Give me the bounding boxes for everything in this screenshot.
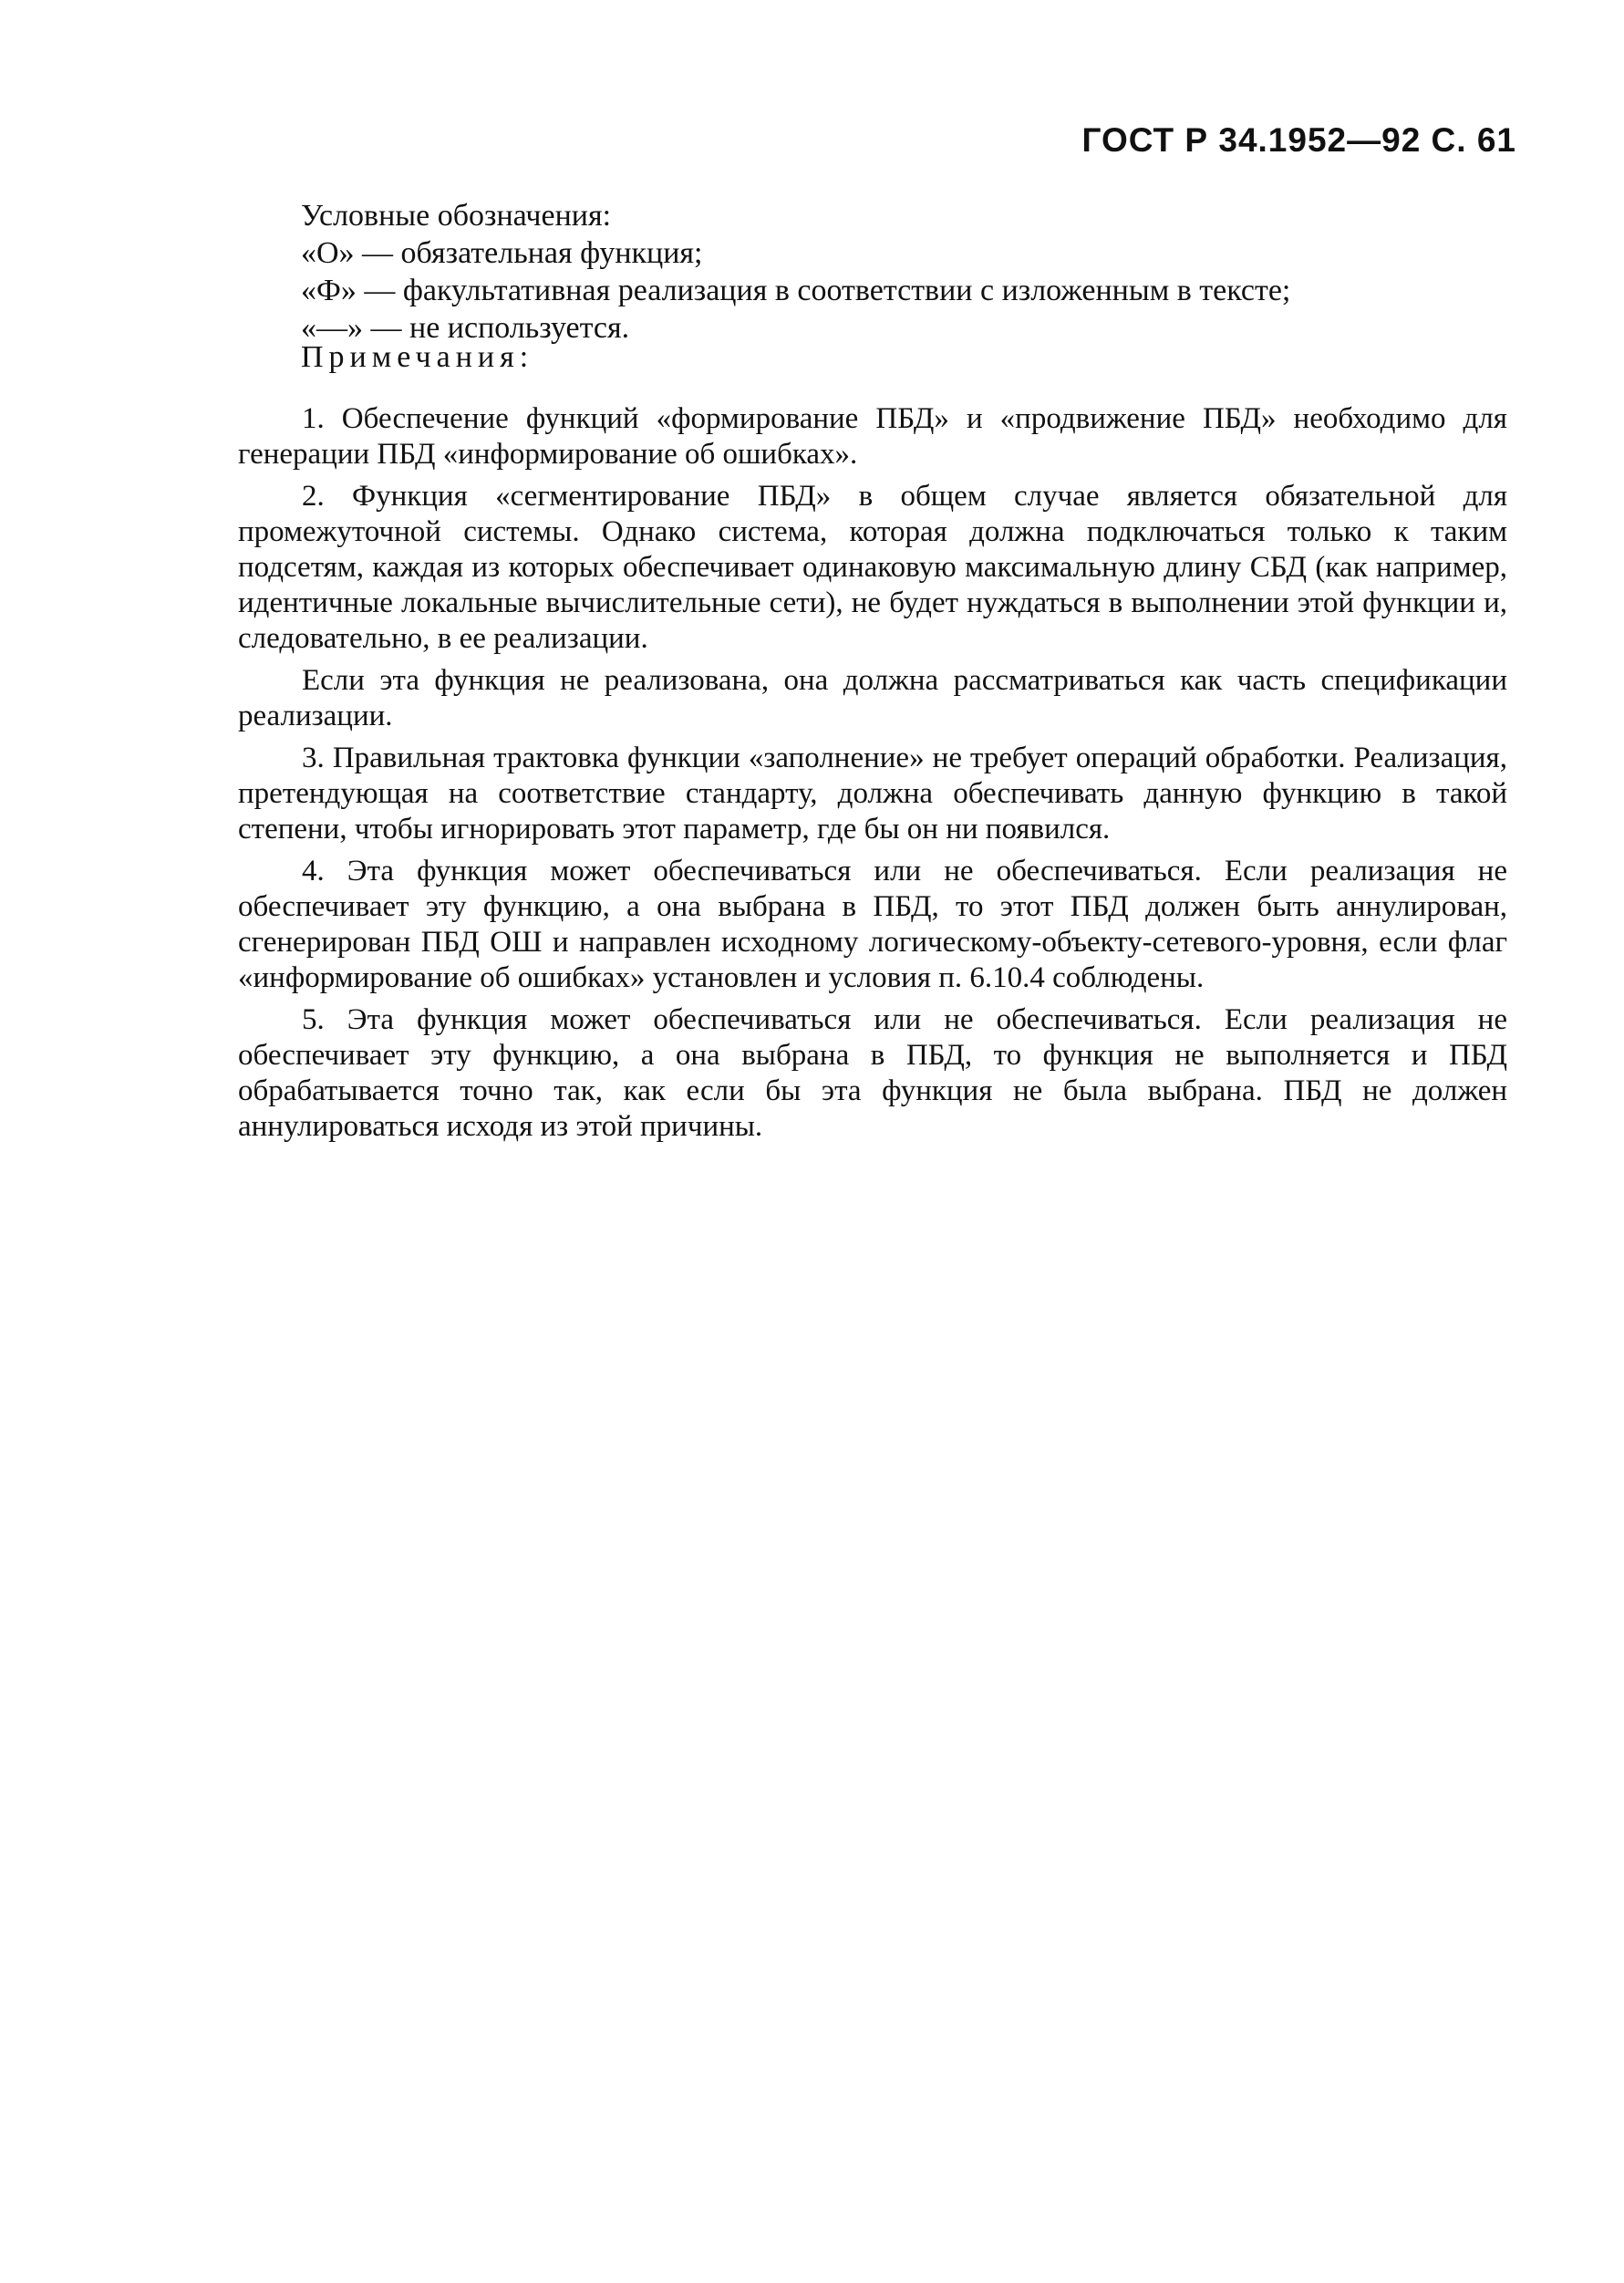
page-header: ГОСТ Р 34.1952—92 С. 61: [1081, 121, 1516, 159]
note-2: 2. Функция «сегментирование ПБД» в общем случае является обязательной для промежуточной системы. Однако система, которая должна подключаться только к таким подсетям, каждая из которых обеспечивает одинаковую максимальную длину СБД (как например, идентичные локальные вычислительные сети), не будет нуждаться в выполнении этой функции и, следовательно, в ее реализации.: [238, 480, 1507, 655]
legend-item-not-used: «—» — не используется.: [301, 311, 630, 345]
notes-heading: Примечания:: [301, 340, 534, 374]
note-1: 1. Обеспечение функций «формирование ПБД» и «продвижение ПБД» необходимо для генерации ПБД «информирование об ошибках».: [238, 402, 1507, 471]
legend: [301, 197, 1514, 347]
legend-title: Условные обозначения:: [301, 199, 612, 233]
note-4: 4. Эта функция может обеспечиваться или не обеспечиваться. Если реализация не обеспечивает эту функцию, а она выбрана в ПБД, то этот ПБД должен быть аннулирован, сгенерирован ПБД ОШ и направлен исходному логическому-объекту-сетевого-уровня, если флаг «информирование об ошибках» установлен и условия п. 6.10.4 соблюдены.: [238, 855, 1507, 994]
note-2-continuation: Если эта функция не реализована, она должна рассматриваться как часть спецификации реализации.: [238, 664, 1507, 732]
note-3: 3. Правильная трактовка функции «заполнение» не требует операций обработки. Реализация, претендующая на соответствие стандарту, должна обеспечивать данную функцию в такой степени, чтобы игнорировать этот параметр, где бы он ни появился.: [238, 742, 1507, 846]
legend-item-mandatory: «О» — обязательная функция;: [301, 236, 703, 270]
notes-body: [238, 401, 1507, 1151]
note-5: 5. Эта функция может обеспечиваться или не обеспечиваться. Если реализация не обеспечивает эту функцию, а она выбрана в ПБД, то функция не выполняется и ПБД обрабатывается точно так, как если бы эта функция не была выбрана. ПБД не должен аннулироваться исходя из этой причины.: [238, 1003, 1507, 1143]
legend-item-optional: «Ф» — факультативная реализация в соответствии с изложенным в тексте;: [301, 274, 1291, 307]
